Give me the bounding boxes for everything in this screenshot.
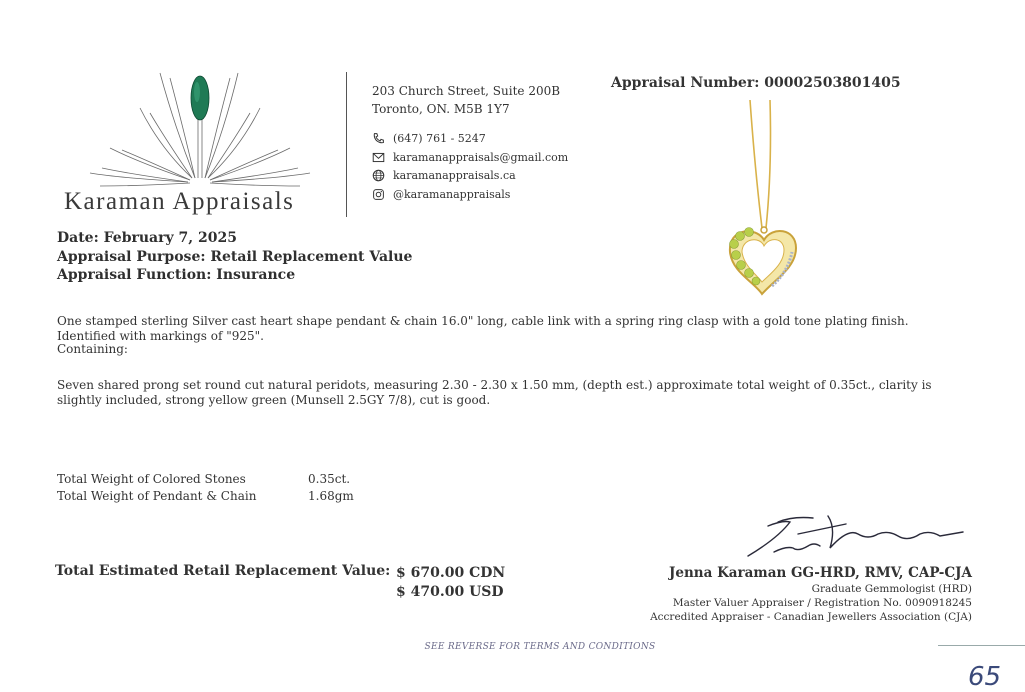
pendant-chain-label: Total Weight of Pendant & Chain <box>57 489 257 503</box>
appraisal-purpose: Appraisal Purpose: Retail Replacement Value <box>57 249 413 265</box>
mail-icon <box>372 151 385 164</box>
pendant-chain-value: 1.68gm <box>308 489 354 503</box>
instagram-icon <box>372 188 385 201</box>
email-row <box>372 151 568 164</box>
appraiser-credential-1: Graduate Gemmologist (HRD) <box>811 583 972 595</box>
containing-label: Containing: <box>57 342 128 356</box>
appraisal-number: Appraisal Number: 00002503801405 <box>611 75 901 91</box>
appraiser-credential-2: Master Valuer Appraiser / Registration No. 0090918245 <box>672 597 972 609</box>
phone-text: (647) 761 - 5247 <box>393 132 486 145</box>
valuation-cdn: $ 670.00 CDN <box>396 565 506 581</box>
header-divider <box>346 72 347 217</box>
appraisal-function: Appraisal Function: Insurance <box>57 267 296 283</box>
globe-icon <box>372 169 385 182</box>
valuation-label: Total Estimated Retail Replacement Value: <box>55 563 391 579</box>
colored-stones-label: Total Weight of Colored Stones <box>57 472 246 486</box>
website-text[interactable]: karamanappraisals.ca <box>393 169 516 182</box>
appraiser-name: Jenna Karaman GG-HRD, RMV, CAP-CJA <box>669 565 972 581</box>
stone-description: Seven shared prong set round cut natural peridots, measuring 2.30 - 2.30 x 1.50 mm, (depth est.) approximate total weight of 0.35ct., clarity is slightly included, strong yellow green (Munsell 2.5GY 7/8), cut is good. <box>57 378 932 407</box>
address-line2: Toronto, ON. M5B 1Y7 <box>372 102 510 116</box>
phone-icon <box>372 132 385 145</box>
item-description: One stamped sterling Silver cast heart shape pendant & chain 16.0" long, cable link with a spring ring clasp with a gold tone plating finish. Identified with markings of "925". <box>57 314 909 343</box>
email-text[interactable]: karamanappraisals@gmail.com <box>393 151 569 164</box>
website-row <box>372 169 516 182</box>
margin-note: 65 <box>968 662 1002 692</box>
pendant-image <box>700 100 830 305</box>
instagram-row <box>372 188 510 201</box>
appraisal-date: Date: February 7, 2025 <box>57 230 237 246</box>
colored-stones-value: 0.35ct. <box>308 472 351 486</box>
terms-footer: SEE REVERSE FOR TERMS AND CONDITIONS <box>424 642 656 652</box>
appraiser-credential-3: Accredited Appraiser - Canadian Jewellers Association (CJA) <box>650 611 972 623</box>
company-name: Karaman Appraisals <box>64 188 295 215</box>
address-line1: 203 Church Street, Suite 200B <box>372 84 561 98</box>
phone-row <box>372 132 486 145</box>
appraiser-signature <box>738 508 968 566</box>
company-logo <box>80 68 320 193</box>
valuation-usd: $ 470.00 USD <box>396 584 504 600</box>
scan-mark <box>938 645 1025 646</box>
instagram-text[interactable]: @karamanappraisals <box>393 188 511 201</box>
